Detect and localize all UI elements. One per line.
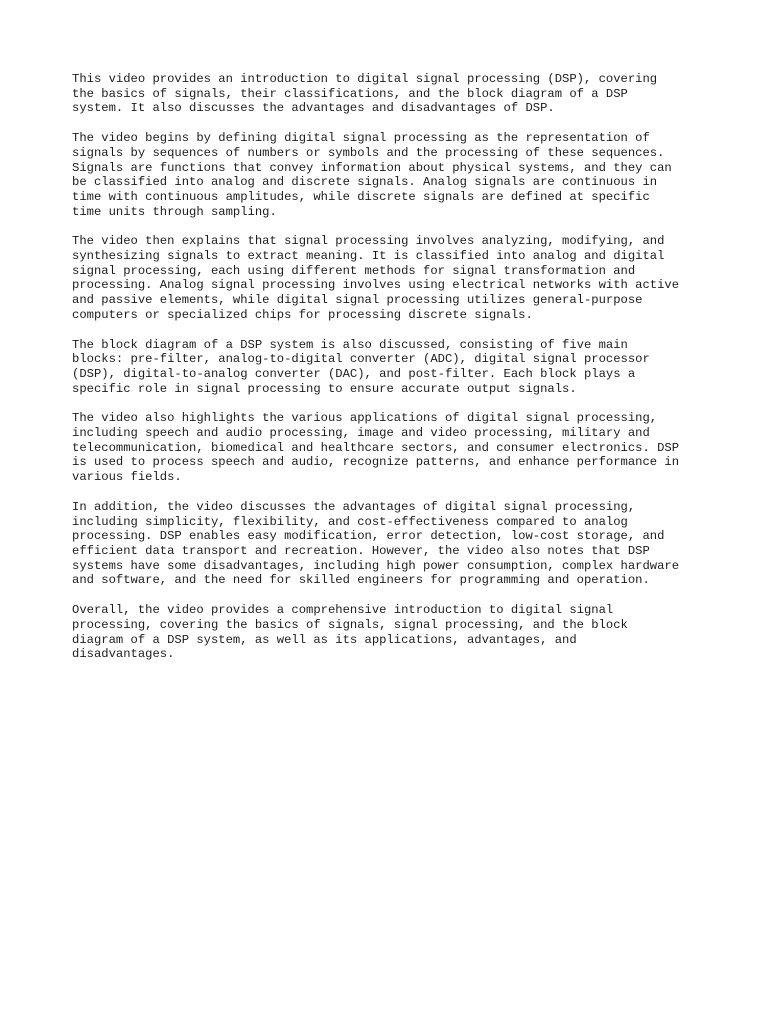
paragraph-definition: The video begins by defining digital signal processing as the representation of signals by sequences of numbers or symbols and the processing of these sequences. Signals are functions that convey information about physical systems, and they can be classified into analog and discrete signals. Analog signals are continuous in time with continuous amplitudes, while discrete signals are defined at specific time units through sampling. (72, 131, 672, 219)
paragraph-block-diagram: The block diagram of a DSP system is also discussed, consisting of five main blocks: pre-filter, analog-to-digital converter (ADC), digital signal processor (DSP), digital-to-analog converter (DAC), and post-filter. Each block plays a specific role in signal processing to ensure accurate output signals. (72, 337, 650, 396)
paragraph-signal-processing: The video then explains that signal processing involves analyzing, modifying, and synthesizing signals to extract meaning. It is classified into analog and digital signal processing, each using different methods for signal transformation and processing. Analog signal processing involves using electrical networks with active and passive elements, while digital signal processing utilizes general-purpose computers or specialized chips for processing discrete signals. (72, 234, 680, 322)
paragraph-conclusion: Overall, the video provides a comprehensive introduction to digital signal processing, covering the basics of signals, signal processing, and the block diagram of a DSP system, as well as its applications, advantages, and disadvantages. (72, 603, 628, 662)
paragraph-intro: This video provides an introduction to digital signal processing (DSP), covering the basics of signals, their classifications, and the block diagram of a DSP system. It also discusses the advantages and disadvantages of DSP. (72, 72, 658, 116)
paragraph-applications: The video also highlights the various applications of digital signal processing, including speech and audio processing, image and video processing, military and telecommunication, biomedical and healthcare sectors, and consumer electronics. DSP is used to process speech and audio, recognize patterns, and enhance performance in various fields. (72, 411, 680, 485)
paragraph-advantages: In addition, the video discusses the advantages of digital signal processing, including simplicity, flexibility, and cost-effectiveness compared to analog processing. DSP enables easy modification, error detection, low-cost storage, and efficient data transport and recreation. However, the video also notes that DSP systems have some disadvantages, including high power consumption, complex hardware and software, and the need for skilled engineers for programming and operation. (72, 499, 680, 588)
